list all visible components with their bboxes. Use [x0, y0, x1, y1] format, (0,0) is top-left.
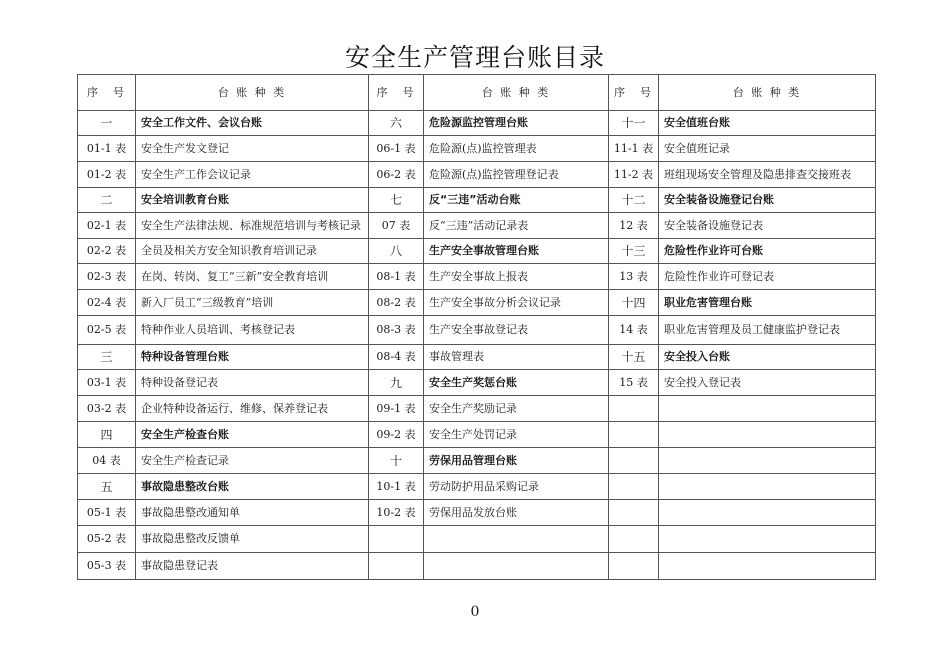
form-number: 08-3 表 [369, 316, 424, 345]
form-number: 02-2 表 [78, 239, 136, 264]
form-number: 02-5 表 [78, 316, 136, 345]
ledger-item [424, 526, 609, 553]
form-number: 02-1 表 [78, 213, 136, 239]
table-row [78, 213, 876, 239]
header-seq: 序 号 [369, 75, 424, 111]
table-row [78, 474, 876, 500]
form-number: 01-1 表 [78, 136, 136, 162]
section-number: 一 [78, 111, 136, 136]
category-title: 安全值班台账 [659, 111, 876, 136]
ledger-item: 特种作业人员培训、考核登记表 [136, 316, 369, 345]
form-number: 10-1 表 [369, 474, 424, 500]
ledger-item: 安全生产处罚记录 [424, 422, 609, 448]
form-number: 15 表 [609, 370, 659, 396]
ledger-item: 危险性作业许可登记表 [659, 264, 876, 290]
table-header-row [78, 75, 876, 111]
ledger-item [659, 448, 876, 474]
ledger-catalog-table [77, 74, 876, 580]
section-number: 九 [369, 370, 424, 396]
form-number: 02-3 表 [78, 264, 136, 290]
header-seq: 序 号 [78, 75, 136, 111]
form-number [609, 526, 659, 553]
category-title: 安全投入台账 [659, 345, 876, 370]
form-number: 11-2 表 [609, 162, 659, 188]
ledger-item: 安全装备设施登记表 [659, 213, 876, 239]
category-title: 职业危害管理台账 [659, 290, 876, 316]
ledger-item: 企业特种设备运行、维修、保养登记表 [136, 396, 369, 422]
table-row [78, 370, 876, 396]
section-number: 十一 [609, 111, 659, 136]
category-title: 劳保用品管理台账 [424, 448, 609, 474]
form-number: 09-2 表 [369, 422, 424, 448]
ledger-item: 全员及相关方安全知识教育培训记录 [136, 239, 369, 264]
category-title: 反“三违”活动台账 [424, 188, 609, 213]
form-number [609, 422, 659, 448]
ledger-item: 反“三违”活动记录表 [424, 213, 609, 239]
section-number: 十四 [609, 290, 659, 316]
ledger-item: 安全生产法律法规、标准规范培训与考核记录 [136, 213, 369, 239]
section-number: 七 [369, 188, 424, 213]
form-number [609, 448, 659, 474]
category-title: 安全工作文件、会议台账 [136, 111, 369, 136]
ledger-item: 安全生产工作会议记录 [136, 162, 369, 188]
header-type: 台 账 种 类 [424, 75, 609, 111]
ledger-item: 新入厂员工“三级教育”培训 [136, 290, 369, 316]
table-row [78, 264, 876, 290]
ledger-item: 生产安全事故登记表 [424, 316, 609, 345]
section-number: 八 [369, 239, 424, 264]
ledger-item: 安全生产发文登记 [136, 136, 369, 162]
table-row [78, 553, 876, 580]
ledger-item: 安全投入登记表 [659, 370, 876, 396]
form-number: 04 表 [78, 448, 136, 474]
ledger-item: 事故管理表 [424, 345, 609, 370]
table-row [78, 136, 876, 162]
ledger-item: 在岗、转岗、复工“三新”安全教育培训 [136, 264, 369, 290]
document-title: 安全生产管理台账目录 [344, 43, 605, 72]
header-type: 台 账 种 类 [136, 75, 369, 111]
form-number [609, 553, 659, 580]
form-number: 03-2 表 [78, 396, 136, 422]
header-seq: 序 号 [609, 75, 659, 111]
ledger-item [659, 396, 876, 422]
section-number: 六 [369, 111, 424, 136]
ledger-item [659, 422, 876, 448]
ledger-item: 安全生产检查记录 [136, 448, 369, 474]
form-number [369, 526, 424, 553]
category-title: 安全生产检查台账 [136, 422, 369, 448]
form-number: 01-2 表 [78, 162, 136, 188]
ledger-item: 劳动防护用品采购记录 [424, 474, 609, 500]
category-title: 危险性作业许可台账 [659, 239, 876, 264]
page-number: 0 [470, 604, 480, 620]
form-number: 05-2 表 [78, 526, 136, 553]
ledger-item: 生产安全事故上报表 [424, 264, 609, 290]
form-number: 06-2 表 [369, 162, 424, 188]
table-row [78, 526, 876, 553]
section-number: 十 [369, 448, 424, 474]
form-number: 08-4 表 [369, 345, 424, 370]
form-number: 05-3 表 [78, 553, 136, 580]
table-row [78, 345, 876, 370]
form-number [609, 500, 659, 526]
form-number: 05-1 表 [78, 500, 136, 526]
table-row [78, 162, 876, 188]
ledger-item [659, 500, 876, 526]
form-number: 07 表 [369, 213, 424, 239]
section-number: 十二 [609, 188, 659, 213]
table-row [78, 188, 876, 213]
category-title: 安全装备设施登记台账 [659, 188, 876, 213]
section-number: 四 [78, 422, 136, 448]
table-row [78, 111, 876, 136]
category-title: 特种设备管理台账 [136, 345, 369, 370]
form-number: 09-1 表 [369, 396, 424, 422]
ledger-item: 职业危害管理及员工健康监护登记表 [659, 316, 876, 345]
form-number: 02-4 表 [78, 290, 136, 316]
ledger-item [659, 474, 876, 500]
table-row [78, 239, 876, 264]
ledger-item: 危险源(点)监控管理表 [424, 136, 609, 162]
ledger-item: 班组现场安全管理及隐患排查交接班表 [659, 162, 876, 188]
form-number [609, 474, 659, 500]
category-title: 事故隐患整改台账 [136, 474, 369, 500]
header-type: 台 账 种 类 [659, 75, 876, 111]
form-number: 11-1 表 [609, 136, 659, 162]
form-number: 06-1 表 [369, 136, 424, 162]
ledger-item: 安全值班记录 [659, 136, 876, 162]
form-number: 03-1 表 [78, 370, 136, 396]
ledger-item [659, 553, 876, 580]
ledger-item: 事故隐患整改通知单 [136, 500, 369, 526]
ledger-item: 劳保用品发放台账 [424, 500, 609, 526]
form-number [609, 396, 659, 422]
ledger-item [659, 526, 876, 553]
ledger-item: 生产安全事故分析会议记录 [424, 290, 609, 316]
ledger-item: 特种设备登记表 [136, 370, 369, 396]
section-number: 二 [78, 188, 136, 213]
section-number: 五 [78, 474, 136, 500]
ledger-item: 事故隐患登记表 [136, 553, 369, 580]
ledger-item: 安全生产奖励记录 [424, 396, 609, 422]
table-row [78, 500, 876, 526]
ledger-item: 事故隐患整改反馈单 [136, 526, 369, 553]
form-number [369, 553, 424, 580]
section-number: 三 [78, 345, 136, 370]
category-title: 安全培训教育台账 [136, 188, 369, 213]
section-number: 十五 [609, 345, 659, 370]
ledger-item [424, 553, 609, 580]
form-number: 10-2 表 [369, 500, 424, 526]
table-row [78, 422, 876, 448]
form-number: 14 表 [609, 316, 659, 345]
form-number: 08-2 表 [369, 290, 424, 316]
ledger-item: 危险源(点)监控管理登记表 [424, 162, 609, 188]
form-number: 12 表 [609, 213, 659, 239]
category-title: 生产安全事故管理台账 [424, 239, 609, 264]
form-number: 08-1 表 [369, 264, 424, 290]
category-title: 安全生产奖惩台账 [424, 370, 609, 396]
section-number: 十三 [609, 239, 659, 264]
table-row [78, 448, 876, 474]
form-number: 13 表 [609, 264, 659, 290]
table-row [78, 290, 876, 316]
table-row [78, 316, 876, 345]
table-row [78, 396, 876, 422]
category-title: 危险源监控管理台账 [424, 111, 609, 136]
